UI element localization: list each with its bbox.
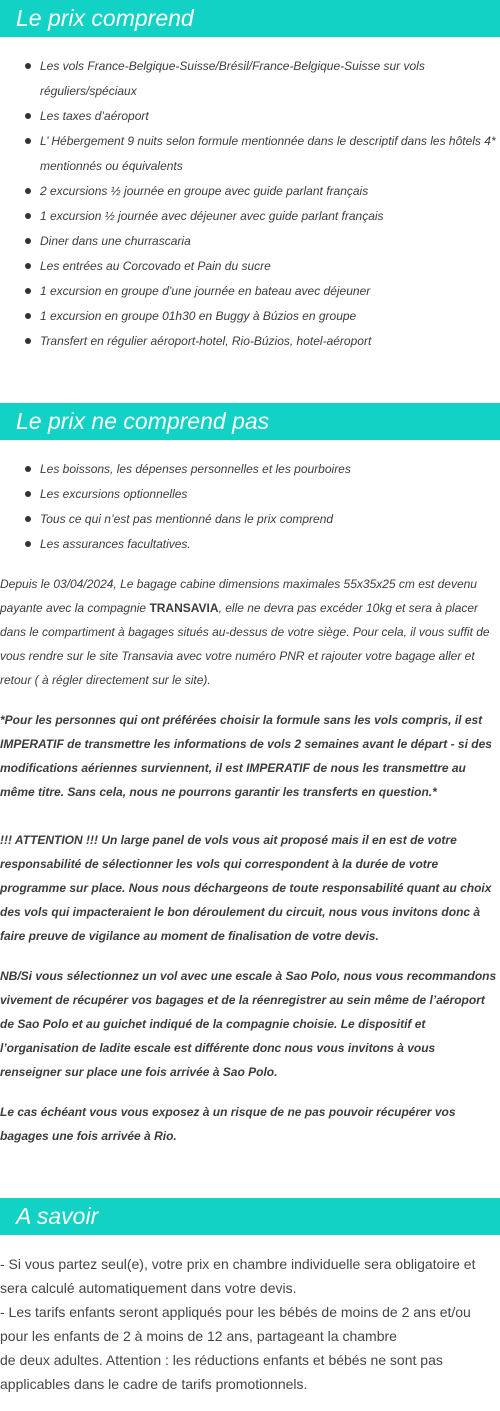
sao-polo-note: NB/Si vous sélectionnez un vol avec une escale à Sao Polo, nous vous recommandons vivement de récupérer vos bagages et de la réenregistrer au sein même de l’aéroport de Sao Polo et au guichet indiqué de la compagnie choisie. Le dispositif et l’organisation de ladite escale est différente donc nous vous invitons à vous renseigner sur place une fois arrivée à Sao Polo. <box>0 969 497 1079</box>
savoir-title: A savoir <box>16 1203 99 1229</box>
list-item: Transfert en régulier aéroport-hotel, Rio-Búzios, hotel-aéroport <box>0 329 500 354</box>
list-item: Les vols France-Belgique-Suisse/Brésil/France-Belgique-Suisse sur vols réguliers/spéciaux <box>0 54 500 104</box>
excluded-header <box>0 403 500 440</box>
included-title: Le prix comprend <box>16 5 194 31</box>
list-item: 2 excursions ½ journée en groupe avec guide parlant français <box>0 179 500 204</box>
included-list <box>0 54 500 354</box>
baggage-note-end: , elle ne devra pas excéder 10kg et sera à placer dans le compartiment à bagages situés au-dessus de votre siège. Pour cela, il vous suffit de vous rendre sur le site Transavia avec votre numéro PNR et rajouter votre bagage aller et retour ( à régler directement sur le site). <box>0 601 490 687</box>
excluded-title: Le prix ne comprend pas <box>16 408 270 434</box>
list-item: 1 excursion ½ journée avec déjeuner avec guide parlant français <box>0 204 500 229</box>
excluded-list <box>0 457 500 557</box>
savoir-line-single: - Si vous partez seul(e), votre prix en chambre individuelle sera obligatoire et sera calculé automatiquement dans votre devis. <box>0 1256 476 1296</box>
list-item: Les taxes d’aéroport <box>0 104 500 129</box>
list-item: L’ Hébergement 9 nuits selon formule mentionnée dans le descriptif dans les hôtels 4* mentionnés ou équivalents <box>0 129 500 179</box>
savoir-body <box>0 1252 500 1396</box>
flights-note: *Pour les personnes qui ont préférées choisir la formule sans les vols compris, il est IMPERATIF de transmettre les informations de vols 2 semaines avant le départ - si des modifications aériennes surviennent, il est IMPERATIF de nous les transmettre au même titre. Sans cela, nous ne pourrons garantir les transferts en question.* <box>0 713 492 799</box>
savoir-header <box>0 1198 500 1235</box>
attention-note: !!! ATTENTION !!! Un large panel de vols vous ait proposé mais il en est de votre responsabilité de sélectionner les vols qui correspondent à la durée de votre programme sur place. Nous nous déchargeons de toute responsabilité quant au choix des vols qui impacteraient le bon déroulement du circuit, nous vous invitons donc à faire preuve de vigilance au moment de finalisation de votre devis. <box>0 833 492 943</box>
savoir-line-children: - Les tarifs enfants seront appliqués pour les bébés de moins de 2 ans et/ou pour les enfants de 2 à moins de 12 ans, partageant la chambre <box>0 1304 471 1344</box>
savoir-line-discounts: de deux adultes. Attention : les réductions enfants et bébés ne sont pas applicables dans le cadre de tarifs promotionnels. <box>0 1352 443 1392</box>
list-item: Les assurances facultatives. <box>0 532 500 557</box>
list-item: Diner dans une churrascaria <box>0 229 500 254</box>
list-item: Les entrées au Corcovado et Pain du sucre <box>0 254 500 279</box>
baggage-company: TRANSAVIA <box>149 601 219 615</box>
list-item: Tous ce qui n’est pas mentionné dans le prix comprend <box>0 507 500 532</box>
list-item: Les boissons, les dépenses personnelles et les pourboires <box>0 457 500 482</box>
baggage-note <box>0 572 500 692</box>
baggage-note-start: Depuis le 03/04/2024, Le bagage cabine dimensions maximales 55x35x25 cm est devenu payante avec la compagnie <box>0 577 477 615</box>
risk-note: Le cas échéant vous vous exposez à un risque de ne pas pouvoir récupérer vos bagages une fois arrivée à Rio. <box>0 1105 456 1143</box>
included-header <box>0 0 500 37</box>
list-item: Les excursions optionnelles <box>0 482 500 507</box>
list-item: 1 excursion en groupe 01h30 en Buggy à Búzios en groupe <box>0 304 500 329</box>
list-item: 1 excursion en groupe d’une journée en bateau avec déjeuner <box>0 279 500 304</box>
